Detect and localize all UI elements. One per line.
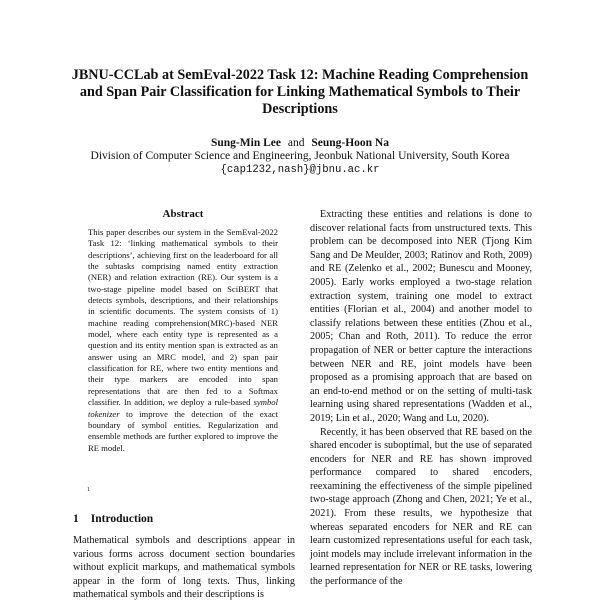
body-paragraph: Mathematical symbols and descriptions appear in various forms across document section boundaries without explicit markups, and mathematical symbols appear in the form of long texts. Thus, linking mathematical symbols and their descriptions is (73, 535, 295, 601)
author-line (60, 136, 540, 150)
abstract-text: This paper describes our system in the SemEval-2022 Task 12: ‘linking mathematical symbols to their descriptions’, achieving first on the leaderboard for all the subtasks comprising named entity extraction (NER) and relation extraction (RE). Our system is a two-stage pipeline model based on SciBERT that detects symbols, descriptions, and their relationships in scientific documents. The system consists of 1) machine reading comprehension(MRC)-based NER model, where each entity type is represented as a question and its entity mention span is extracted as an answer using an MRC model, and 2) span pair classification for RE, where two entity mentions and their type markers are encoded into span representations that are then fed to a Softmax classifier. In addition, we deploy a rule-based (88, 227, 278, 408)
section-heading-introduction (73, 512, 293, 526)
affiliation: Division of Computer Science and Engineering, Jeonbuk National University, South Korea (90, 150, 510, 162)
section-title: Introduction (90, 513, 154, 525)
introduction-body (73, 534, 295, 602)
body-paragraph: Extracting these entities and relations is done to discover relational facts from unstructured texts. This problem can be decomposed into NER (Tjong Kim Sang and De Meulder, 2003; Ratinov and Roth, 2009) and RE (Zelenko et al., 2002; Bunescu and Mooney, 2005). Early works employed a two-stage relation extraction system, training one model to extract entities (Florian et al., 2004) and another model to classify relations between these entities (Zhou et al., 2005; Chan and Roth, 2011). To reduce the error propagation of NER or better capture the interactions between NER and RE, joint models have been proposed as a promising approach that are based on an end-to-end method or on the setting of multi-task learning using shared representations (Wadden et al., 2019; Lin et al., 2020; Wang and Lu, 2020). (310, 209, 532, 424)
body-paragraph: Recently, it has been observed that RE based on the shared encoder is suboptimal, but the use of separated encoders for NER and RE has shown improved performance compared to shared encoders, reexamining the effectiveness of the simple pipelined two-stage approach (Zhong and Chen, 2021; Ye et al., 2021). From these results, we hypothesize that whereas separated encoders for NER and RE can learn customized representations useful for each task, joint models may include irrelevant information in the learned representation for NER or RE tasks, lowering the performance of the (310, 426, 532, 588)
abstract-heading: Abstract (162, 208, 204, 220)
right-column (310, 208, 532, 589)
section-number: 1 (73, 513, 79, 525)
author-email: {cap1232,nash}@jbnu.ac.kr (220, 164, 380, 176)
abstract-text-end: to improve the detection of the exact boundary of symbol entities. Regularization and ensemble methods are further explored to improve the RE model. (88, 408, 279, 453)
author-separator: and (287, 137, 305, 149)
author-name: Seung-Hoon Na (311, 137, 389, 149)
author-name: Sung-Min Lee (211, 137, 281, 149)
footnote-marker: 1 (87, 487, 90, 493)
paper-title: JBNU-CCLab at SemEval-2022 Task 12: Machine Reading Comprehension and Span Pair Classification for Linking Mathematical Symbols to Their Descriptions (71, 67, 529, 117)
abstract-italic-term: symbol tokenizer (88, 397, 278, 419)
abstract-body (88, 227, 278, 454)
